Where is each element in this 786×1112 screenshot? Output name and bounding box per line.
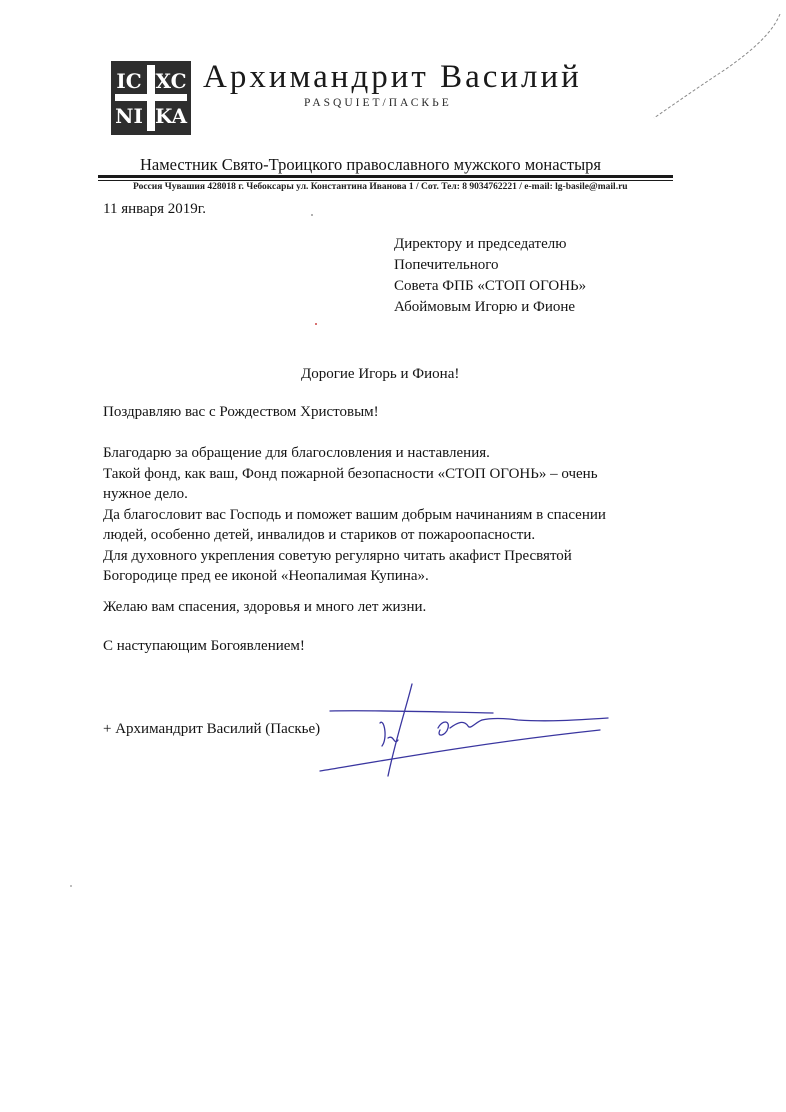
paragraph-blessing bbox=[103, 443, 606, 587]
letterhead-address: Россия Чувашия 428018 г. Чебоксары ул. Константина Иванова 1 / Сот. Тел: 8 9034762221 / e-mail: lg-basile@mail.ru bbox=[133, 182, 628, 192]
paragraph-line: Такой фонд, как ваш, Фонд пожарной безопасности «СТОП ОГОНЬ» – очень bbox=[103, 465, 598, 482]
letterhead-latin-name: PASQUIET/ПАСКЬЕ bbox=[304, 97, 452, 109]
greeting: Дорогие Игорь и Фиона! bbox=[301, 366, 460, 382]
paper-fold-mark bbox=[640, 14, 786, 124]
paper-speck bbox=[311, 214, 313, 216]
letter-date: 11 января 2019г. bbox=[103, 201, 207, 217]
signoff-name: + Архимандрит Василий (Паскье) bbox=[103, 721, 321, 737]
letterhead-title: Наместник Свято-Троицкого православного мужского монастыря bbox=[140, 155, 602, 174]
paper-speck bbox=[315, 323, 317, 325]
seal-letters-bl: NI bbox=[115, 104, 143, 128]
recipient-line: Совета ФПБ «СТОП ОГОНЬ» bbox=[394, 278, 587, 294]
recipient-line: Абоймовым Игорю и Фионе bbox=[394, 299, 576, 315]
paragraph-line: С наступающим Богоявлением! bbox=[103, 638, 305, 654]
seal-letters-tr: XC bbox=[155, 69, 187, 93]
paragraph-line: людей, особенно детей, инвалидов и стариков от пожароопасности. bbox=[103, 527, 536, 543]
paragraph-line: Желаю вам спасения, здоровья и много лет жизни. bbox=[103, 599, 427, 615]
paragraph-line: Богородице пред ее иконой «Неопалимая Купина». bbox=[103, 568, 429, 584]
letterhead-name: Архимандрит Василий bbox=[203, 59, 582, 95]
recipient-line: Попечительного bbox=[394, 257, 499, 273]
paragraph-line: Поздравляю вас с Рождеством Христовым! bbox=[103, 404, 379, 420]
recipient-block bbox=[394, 234, 586, 318]
seal-letters-tl: IC bbox=[116, 69, 142, 93]
paragraph-christmas bbox=[103, 402, 379, 423]
orthodox-cross-icon bbox=[111, 61, 191, 135]
paragraph-line: Да благословит вас Господь и поможет вашим добрым начинаниям в спасении bbox=[103, 506, 606, 523]
paper-speck bbox=[70, 885, 72, 887]
paragraph-epiphany bbox=[103, 636, 305, 657]
paragraph-line: нужное дело. bbox=[103, 486, 188, 502]
paragraph-line: Благодарю за обращение для благословления и наставления. bbox=[103, 445, 490, 461]
paragraph-line: Для духовного укрепления советую регулярно читать акафист Пресвятой bbox=[103, 547, 572, 564]
header-rule-thick bbox=[98, 175, 673, 178]
header-rule-thin bbox=[98, 180, 673, 181]
recipient-line: Директору и председателю bbox=[394, 236, 567, 252]
paragraph-wishes bbox=[103, 597, 426, 618]
handwritten-signature bbox=[318, 678, 618, 778]
monastery-seal bbox=[111, 61, 191, 135]
seal-letters-br: KA bbox=[154, 104, 188, 128]
